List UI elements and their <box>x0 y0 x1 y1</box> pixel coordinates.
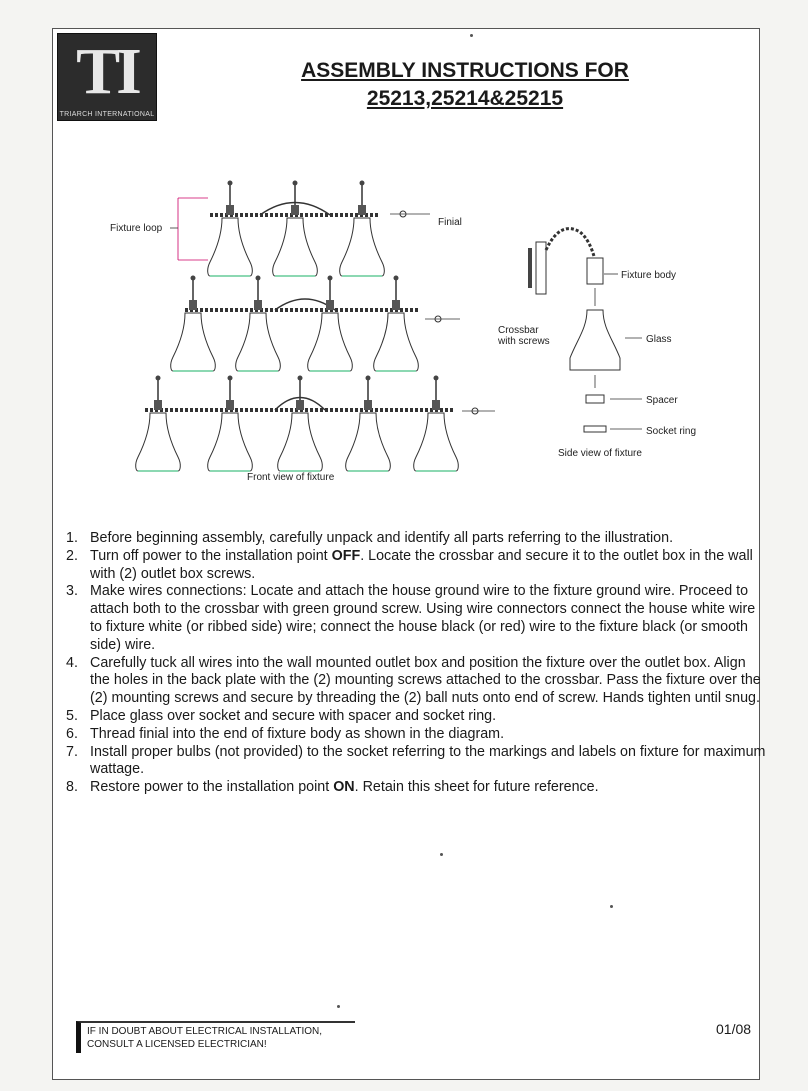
side-view <box>497 229 696 459</box>
step-text: Carefully tuck all wires into the wall mounted outlet box and position the fixture over the outlet box. Align the holes in the back plate with the (2) mounting screws attached to the crossbar. Pass the fixture over the (2) mounting screws and secure by threading the (2) ball nuts onto end of screw. Hands tighten until snug. <box>90 654 761 707</box>
step-text: Before beginning assembly, carefully unpack and identify all parts referring to the illustration. <box>90 530 674 546</box>
logo-mark: TI <box>76 35 138 108</box>
step-item <box>66 548 766 584</box>
step-text: Install proper bulbs (not provided) to the socket referring to the markings and labels on fixture for maximum wattage. <box>90 743 766 778</box>
step-text: Restore power to the installation point <box>90 779 334 796</box>
step-text: Make wires connections: Locate and attach the house ground wire to the fixture ground wire. Proceed to attach both to the crossbar with green ground screw. Using wire connectors connect the house white wire to fixture white (or ribbed side) wire; connect the house black (or red) wire to the fixture black (or smooth side) wire. <box>90 583 756 653</box>
step-item <box>66 744 766 780</box>
label-glass: Glass <box>646 334 672 345</box>
step-number: 6. <box>66 725 78 742</box>
instruction-steps <box>66 530 766 797</box>
step-number: 2. <box>66 547 78 564</box>
triarch-logo <box>57 33 157 121</box>
label-finial: Finial <box>438 217 462 228</box>
step-item <box>66 726 766 744</box>
scan-speck <box>610 905 613 908</box>
page-title <box>250 57 680 113</box>
step-number: 3. <box>66 583 78 600</box>
title-line-2: 25213,25214&25215 <box>366 87 564 110</box>
step-text: Place glass over socket and secure with spacer and socket ring. <box>90 707 497 724</box>
warning-line-1: IF IN DOUBT ABOUT ELECTRICAL INSTALLATION, <box>87 1026 323 1037</box>
safety-warning <box>76 1021 355 1053</box>
step-text: Thread finial into the end of fixture body as shown in the diagram. <box>90 725 505 742</box>
step-number: 1. <box>66 530 78 546</box>
warning-line-2: CONSULT A LICENSED ELECTRICIAN! <box>87 1039 267 1050</box>
step-number: 4. <box>66 654 78 671</box>
label-crossbar-1: Crossbar <box>498 325 539 336</box>
label-crossbar-2: with screws <box>498 336 550 347</box>
step-keyword: OFF <box>331 547 361 564</box>
label-side-view: Side view of fixture <box>558 448 642 459</box>
label-fixture-loop: Fixture loop <box>110 223 163 234</box>
scan-speck <box>440 853 443 856</box>
logo-brand: TRIARCH INTERNATIONAL <box>59 111 155 118</box>
label-socket-ring: Socket ring <box>646 426 697 437</box>
front-view-5-light <box>136 376 495 484</box>
step-number: 5. <box>66 707 78 724</box>
scan-speck <box>337 1005 340 1008</box>
label-fixture-body: Fixture body <box>621 270 677 281</box>
step-item <box>66 708 766 726</box>
step-number: 7. <box>66 743 78 760</box>
label-front-view: Front view of fixture <box>247 472 335 483</box>
step-item <box>66 779 766 797</box>
revision-date: 01/08 <box>716 1021 752 1037</box>
step-text: . Locate the crossbar and secure it to the outlet box in the wall with (2) outlet box screws. <box>90 547 753 582</box>
title-line-1: ASSEMBLY INSTRUCTIONS FOR <box>301 59 629 82</box>
step-item <box>66 655 766 708</box>
step-item <box>66 530 766 548</box>
front-view-4-light <box>171 276 460 372</box>
fixture-diagram <box>90 170 740 500</box>
step-item <box>66 583 766 654</box>
step-text: Turn off power to the installation point <box>90 547 332 564</box>
step-number: 8. <box>66 779 78 796</box>
front-view-3-light <box>110 181 462 277</box>
step-keyword: ON <box>333 779 355 796</box>
step-text: . Retain this sheet for future reference. <box>354 779 599 796</box>
label-spacer: Spacer <box>646 395 678 406</box>
scan-speck <box>470 34 473 37</box>
